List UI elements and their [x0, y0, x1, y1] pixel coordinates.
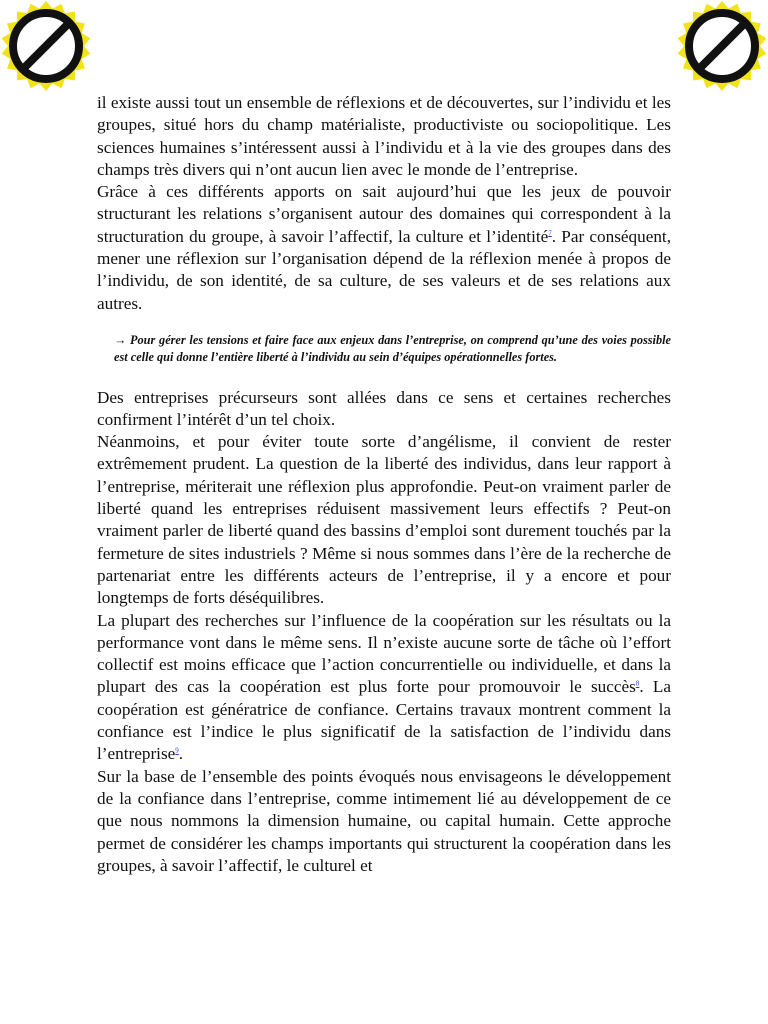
paragraph-text: Des entreprises précurseurs sont allées dans ce sens et certaines recherches confirment l’intérêt d’un tel choix.: [97, 387, 671, 429]
paragraph-text: Sur la base de l’ensemble des points évoqués nous envisageons le développement de la confiance dans l’entreprise, comme intimement lié au développement de ce que nous nommons la dimension humaine, ou capital humain. Cette approche permet de considérer les champs importants qui structurent la coopération dans les groupes, à savoir l’affectif, le culturel et: [97, 766, 671, 875]
prohibited-sign-icon-graphic: [0, 0, 92, 92]
body-paragraph: [97, 181, 671, 315]
body-paragraph: [97, 431, 671, 609]
prohibited-sign-icon-graphic: [676, 0, 768, 92]
paragraph-text: → Pour gérer les tensions et faire face aux enjeux dans l’entreprise, on comprend qu’une des voies possible est celle qui donne l’entière liberté à l’individu au sein d’équipes opérationnelles fortes.: [114, 332, 671, 364]
paragraph-text: . Par conséquent, mener une réflexion sur l’organisation dépend de la réflexion menée à propos de l’individu, de son identité, de sa culture, de ses valeurs et de ses relations aux autres.: [97, 226, 671, 313]
prohibited-sign-icon: [0, 0, 92, 92]
footnote-link[interactable]: 8: [635, 679, 640, 688]
paragraph-text: .: [178, 744, 184, 764]
body-paragraph: [97, 610, 671, 766]
footnote-link[interactable]: 9: [175, 746, 179, 755]
prohibited-sign-icon: [676, 0, 768, 92]
body-paragraph: [97, 766, 671, 877]
emphasis-note: [97, 332, 671, 366]
document-page: [97, 92, 671, 877]
paragraph-text: il existe aussi tout un ensemble de réflexions et de découvertes, sur l’individu et les groupes, situé hors du champ matérialiste, productiviste ou sociopolitique. Les sciences humaines s’intéressent aussi à l’individu et à la vie des groupes dans des champs très divers qui n’ont aucun lien avec le monde de l’entreprise.: [97, 93, 671, 179]
body-paragraph: [97, 387, 671, 432]
footnote-link[interactable]: 7: [548, 229, 552, 238]
paragraph-text: La plupart des recherches sur l’influence de la coopération sur les résultats ou la performance vont dans le même sens. Il n’existe aucune sorte de tâche où l’effort collectif est moins efficace que l’action concurrentielle ou individuelle, et dans la plupart des cas la coopération est plus forte pour promouvoir le succès: [97, 610, 671, 697]
paragraph-text: Néanmoins, et pour éviter toute sorte d’angélisme, il convient de rester extrêmement prudent. La question de la liberté des individus, dans leur rapport à l’entreprise, mériterait une réflexion plus approfondie. Peut-on vraiment parler de liberté quand les entreprises réduisent massivement leurs effectifs ? Peut-on vraiment parler de liberté quand des bassins d’emploi sont durement touchés par la fermeture de sites industriels ? Même si nous sommes dans l’ère de la recherche de partenariat entre les différents acteurs de l’entreprise, il y a encore et pour longtemps de forts déséquilibres.: [97, 432, 671, 608]
paragraph-text: Grâce à ces différents apports on sait aujourd’hui que les jeux de pouvoir structurant les relations s’organisent autour des domaines qui correspondent à la structuration du groupe, à savoir l’affectif, la culture et l’identité: [97, 182, 671, 246]
paragraph-text: . La coopération est génératrice de confiance. Certains travaux montrent comment la confiance est l’indice le plus significatif de la satisfaction de l’individu dans l’entreprise: [97, 677, 671, 764]
body-paragraph: [97, 92, 671, 181]
